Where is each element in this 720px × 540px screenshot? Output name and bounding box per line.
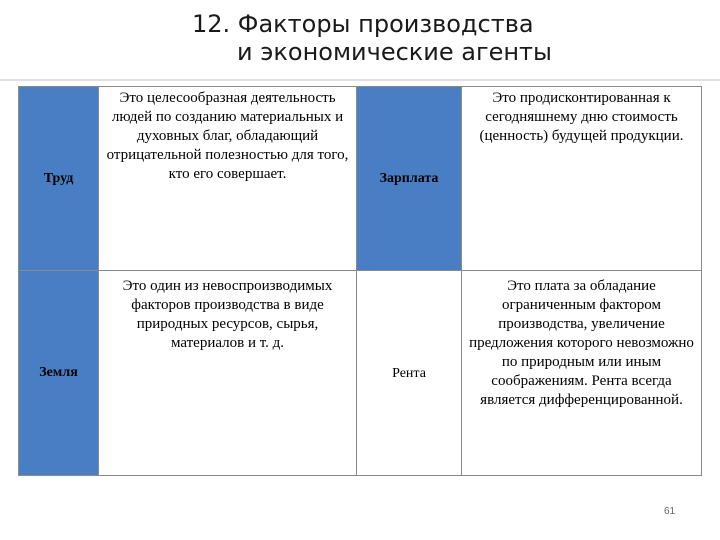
factor-description-cell <box>99 87 357 271</box>
factors-table <box>18 86 702 476</box>
income-description-cell <box>462 271 702 476</box>
income-description: Это плата за обладание ограниченным фактором производства, увеличение предложения которого невозможно по природным или иным соображениям. Рента всегда является дифференцированной. <box>469 278 694 408</box>
title-divider <box>0 79 720 81</box>
factor-description: Это целесообразная деятельность людей по созданию материальных и духовных благ, обладающий отрицательной полезностью для того, кто его совершает. <box>106 90 349 182</box>
factor-label: Труд <box>43 170 74 186</box>
income-label: Рента <box>392 365 426 381</box>
income-label: Зарплата <box>379 170 439 186</box>
slide-title-line-1: 12. Факторы производства <box>192 10 534 38</box>
table-row <box>19 271 702 476</box>
income-label-cell <box>357 271 462 476</box>
slide-title <box>150 10 610 66</box>
income-description-cell <box>462 87 702 271</box>
factor-description: Это один из невоспроизводимых факторов производства в виде природных ресурсов, сырья, материалов и т. д. <box>122 278 333 351</box>
factor-label: Земля <box>39 365 78 380</box>
factor-description-cell <box>99 271 357 476</box>
page-number: 61 <box>664 506 676 517</box>
slide-title-line-2: и экономические агенты <box>237 38 552 66</box>
factor-label-cell <box>19 271 99 476</box>
table-row <box>19 87 702 271</box>
income-label-cell <box>357 87 462 271</box>
income-description: Это продисконтированная к сегодняшнему дню стоимость (ценность) будущей продукции. <box>479 90 684 144</box>
factor-label-cell <box>19 87 99 271</box>
